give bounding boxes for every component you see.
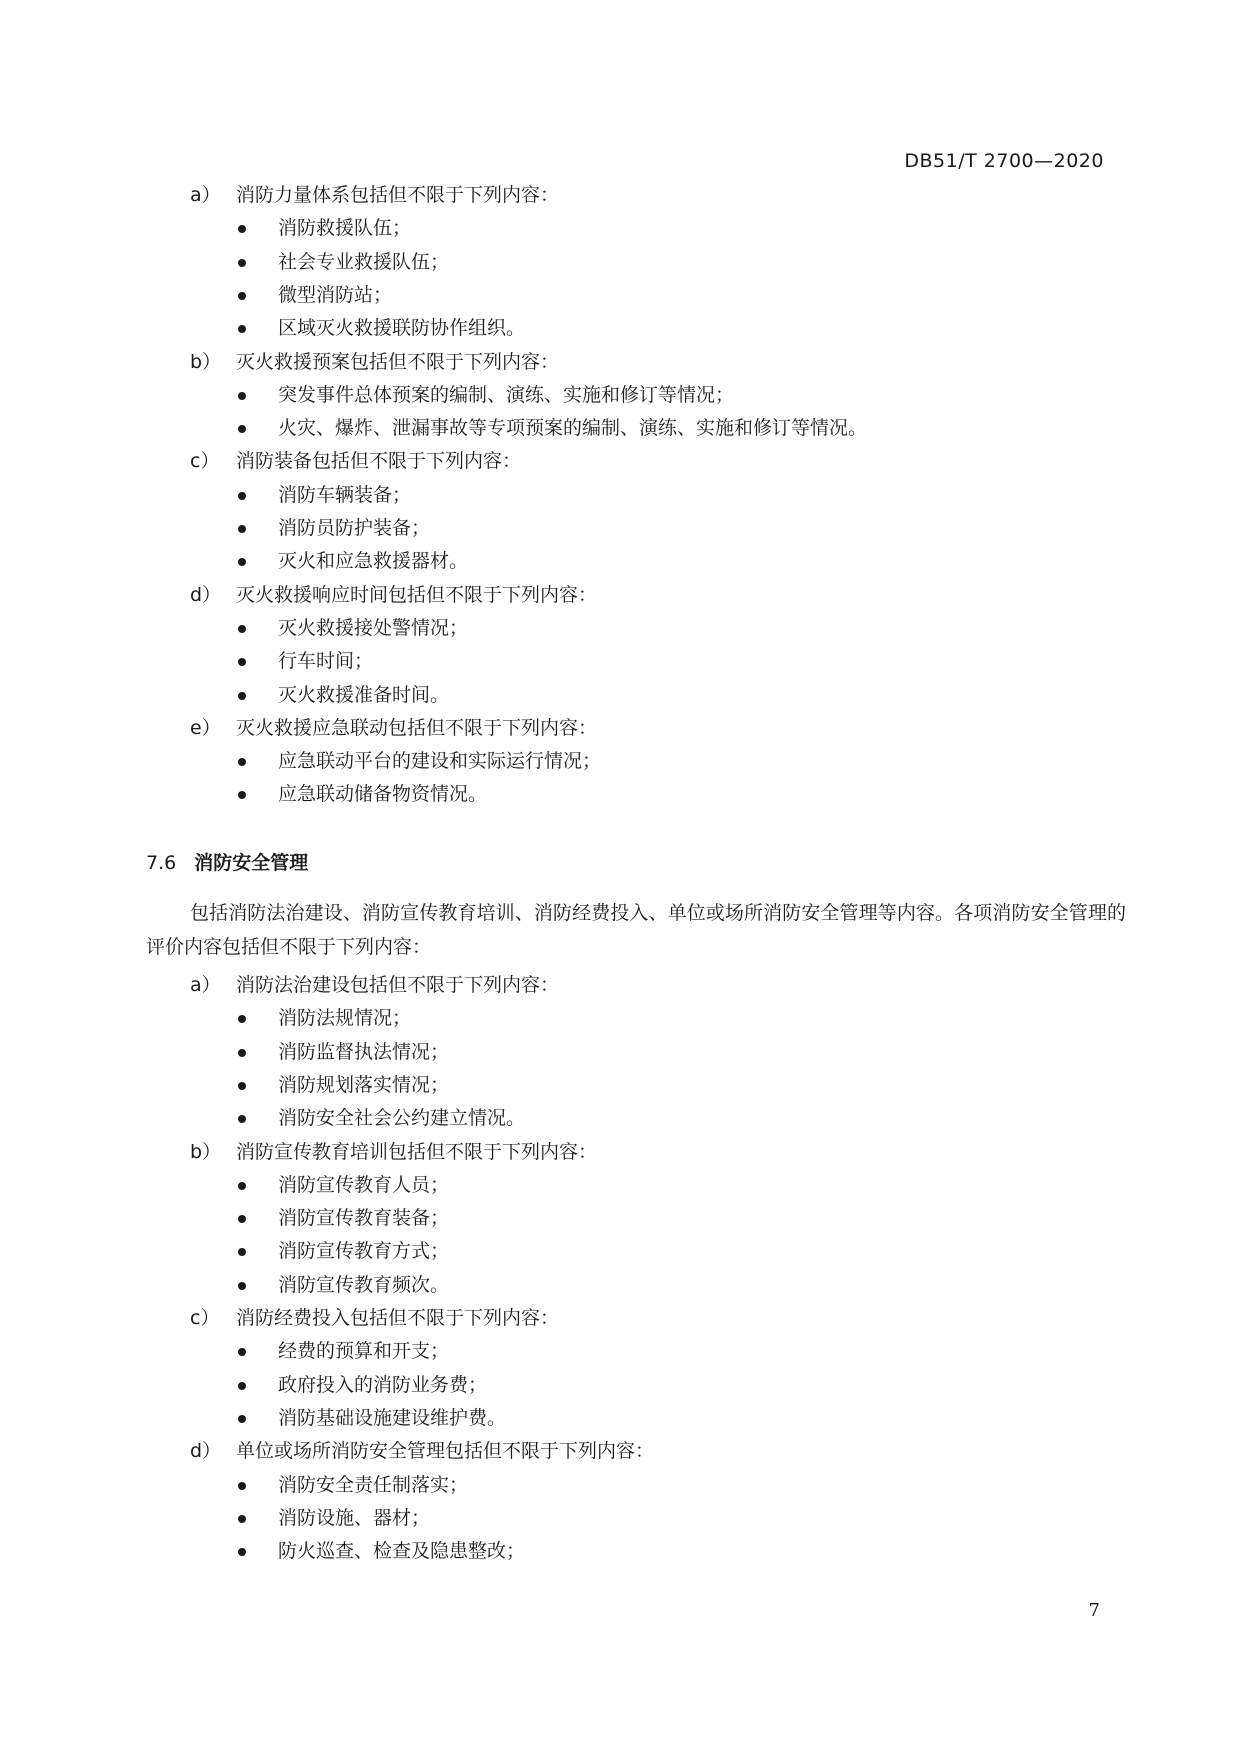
bullet-icon [238, 259, 246, 267]
bullet-text: 突发事件总体预案的编制、演练、实施和修订等情况； [278, 383, 735, 406]
section-number: 7.6 [146, 852, 177, 874]
list-item-label: a） [190, 974, 221, 996]
section-title: 消防安全管理 [194, 852, 309, 874]
bullet-icon [238, 791, 246, 799]
bullet-text: 消防宣传教育装备； [278, 1207, 450, 1230]
list-item-label: a） [190, 184, 221, 206]
bullet-icon [238, 1215, 246, 1223]
bullet-text: 消防宣传教育频次。 [278, 1273, 450, 1296]
bullet-icon [238, 1282, 246, 1290]
bullet-text: 消防安全社会公约建立情况。 [278, 1107, 526, 1130]
list-item-text: 灭火救援预案包括但不限于下列内容： [236, 350, 560, 373]
bullet-icon [238, 1382, 246, 1390]
bullet-text: 应急联动平台的建设和实际运行情况； [278, 750, 602, 773]
bullet-text: 消防宣传教育方式； [278, 1240, 450, 1263]
bullet-icon [238, 758, 246, 766]
bullet-icon [238, 625, 246, 633]
list-item-label: b） [190, 1140, 222, 1163]
bullet-text: 微型消防站； [278, 283, 393, 306]
section-intro-paragraph: 包括消防法治建设、消防宣传教育培训、消防经费投入、单位或场所消防安全管理等内容。各项消防安全管理的评价内容包括但不限于下列内容： [146, 902, 1126, 958]
list-item-label: e） [190, 716, 221, 739]
bullet-text: 政府投入的消防业务费； [278, 1373, 488, 1396]
bullet-text: 经费的预算和开支； [278, 1340, 450, 1363]
bullet-icon [238, 425, 246, 433]
bullet-text: 消防宣传教育人员； [278, 1173, 450, 1196]
bullet-icon [238, 1049, 246, 1057]
bullet-icon [238, 1248, 246, 1256]
bullet-text: 消防安全责任制落实； [278, 1473, 469, 1496]
page-number: 7 [1088, 1600, 1100, 1621]
list-item-label: d） [190, 583, 222, 606]
bullet-icon [238, 558, 246, 566]
bullet-icon [238, 1182, 246, 1190]
bullet-text: 消防车辆装备； [278, 483, 412, 506]
bullet-icon [238, 392, 246, 400]
bullet-text: 火灾、爆炸、泄漏事故等专项预案的编制、演练、实施和修订等情况。 [278, 417, 868, 440]
bullet-text: 灭火救援接处警情况； [278, 616, 469, 639]
bullet-icon [238, 492, 246, 500]
bullet-icon [238, 1015, 246, 1023]
list-item-text: 消防经费投入包括但不限于下列内容： [236, 1307, 560, 1329]
bullet-icon [238, 1082, 246, 1090]
list-item-text: 消防力量体系包括但不限于下列内容： [236, 184, 560, 206]
list-item-label: b） [190, 350, 222, 373]
bullet-text: 灭火和应急救援器材。 [278, 550, 469, 573]
bullet-icon [238, 292, 246, 300]
standard-code: DB51/T 2700—2020 [904, 150, 1104, 172]
bullet-text: 社会专业救援队伍； [278, 250, 450, 273]
bullet-text: 行车时间； [278, 650, 374, 673]
list-item-text: 消防法治建设包括但不限于下列内容： [236, 974, 560, 996]
bullet-text: 消防基础设施建设维护费。 [278, 1406, 507, 1429]
bullet-icon [238, 1115, 246, 1123]
bullet-icon [238, 225, 246, 233]
bullet-icon [238, 1515, 246, 1523]
list-item-text: 单位或场所消防安全管理包括但不限于下列内容： [236, 1440, 655, 1463]
bullet-icon [238, 1415, 246, 1423]
bullet-text: 区域灭火救援联防协作组织。 [278, 317, 526, 340]
bullet-icon [238, 1482, 246, 1490]
list-item-text: 灭火救援响应时间包括但不限于下列内容： [236, 583, 598, 606]
list-item-label: d） [190, 1440, 222, 1463]
bullet-text: 防火巡查、检查及隐患整改； [278, 1540, 526, 1563]
list-item-text: 消防装备包括但不限于下列内容： [236, 450, 522, 473]
list-item-text: 灭火救援应急联动包括但不限于下列内容： [236, 716, 598, 739]
bullet-icon [238, 1548, 246, 1556]
bullet-text: 消防法规情况； [278, 1007, 412, 1030]
list-item-text: 消防宣传教育培训包括但不限于下列内容： [236, 1140, 598, 1163]
bullet-text: 消防救援队伍； [278, 217, 412, 240]
bullet-icon [238, 325, 246, 333]
bullet-icon [238, 525, 246, 533]
bullet-text: 消防设施、器材； [278, 1506, 431, 1529]
section-heading [146, 848, 308, 878]
bullet-text: 消防规划落实情况； [278, 1073, 450, 1096]
list-item-label: c） [190, 450, 220, 473]
bullet-text: 应急联动储备物资情况。 [278, 783, 488, 806]
bullet-icon [238, 692, 246, 700]
bullet-text: 灭火救援准备时间。 [278, 683, 450, 706]
bullet-icon [238, 658, 246, 666]
bullet-text: 消防监督执法情况； [278, 1040, 450, 1063]
bullet-icon [238, 1348, 246, 1356]
list-item-label: c） [190, 1307, 220, 1329]
bullet-text: 消防员防护装备； [278, 517, 431, 539]
